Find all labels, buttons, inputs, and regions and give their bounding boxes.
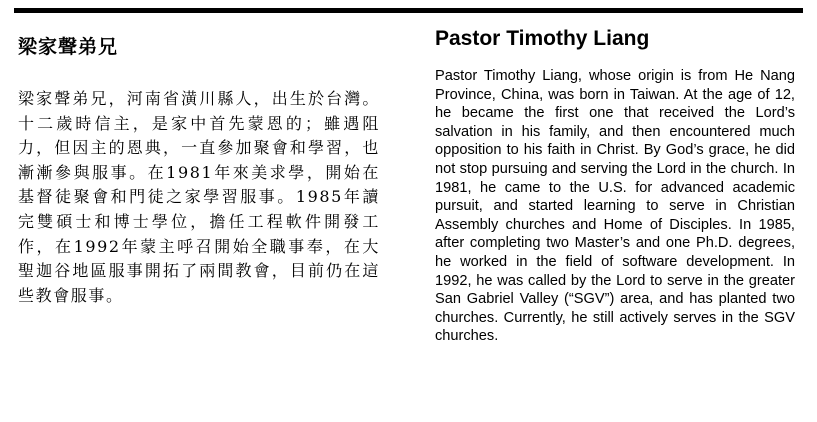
top-divider — [14, 8, 803, 13]
chinese-bio-title: 梁家聲弟兄 — [18, 36, 119, 58]
english-bio-column — [435, 25, 795, 346]
english-bio-title: Pastor Timothy Liang — [435, 27, 650, 50]
chinese-bio-column — [18, 34, 380, 308]
chinese-bio-text: 梁家聲弟兄，河南省潢川縣人，出生於台灣。十二歲時信主，是家中首先蒙恩的；雖遇阻力，但因主的恩典，一直參加聚會和學習，也漸漸參與服事。在1981年來美求學，開始在基督徒聚會和門徒之家學習服事。1985年讀完雙碩士和博士學位，擔任工程軟件開發工作，在1992年蒙主呼召開始全職事奉，在大聖迦谷地區服事開拓了兩間教會，目前仍在這些教會服事。 — [18, 89, 380, 305]
english-bio-text: Pastor Timothy Liang, whose origin is from He Nang Province, China, was born in Taiwan. At the age of 12, he became the first one that received the Lord’s salvation in his family, and then encountered much opposition to his faith in Christ. By God’s grace, he did not stop pursuing and serving the Lord in the church. In 1981, he came to the U.S. for advanced academic pursuit, and started learning to serve in Christian Assembly churches and Home of Disciples. In 1985, after completing two Master’s and one Ph.D. degrees, he worked in the field of software development. In 1992, he was called by the Lord to serve in the greater San Gabriel Valley (“SGV”) area, and has planted two churches. Currently, he still actively serves in the SGV churches. — [435, 68, 795, 345]
